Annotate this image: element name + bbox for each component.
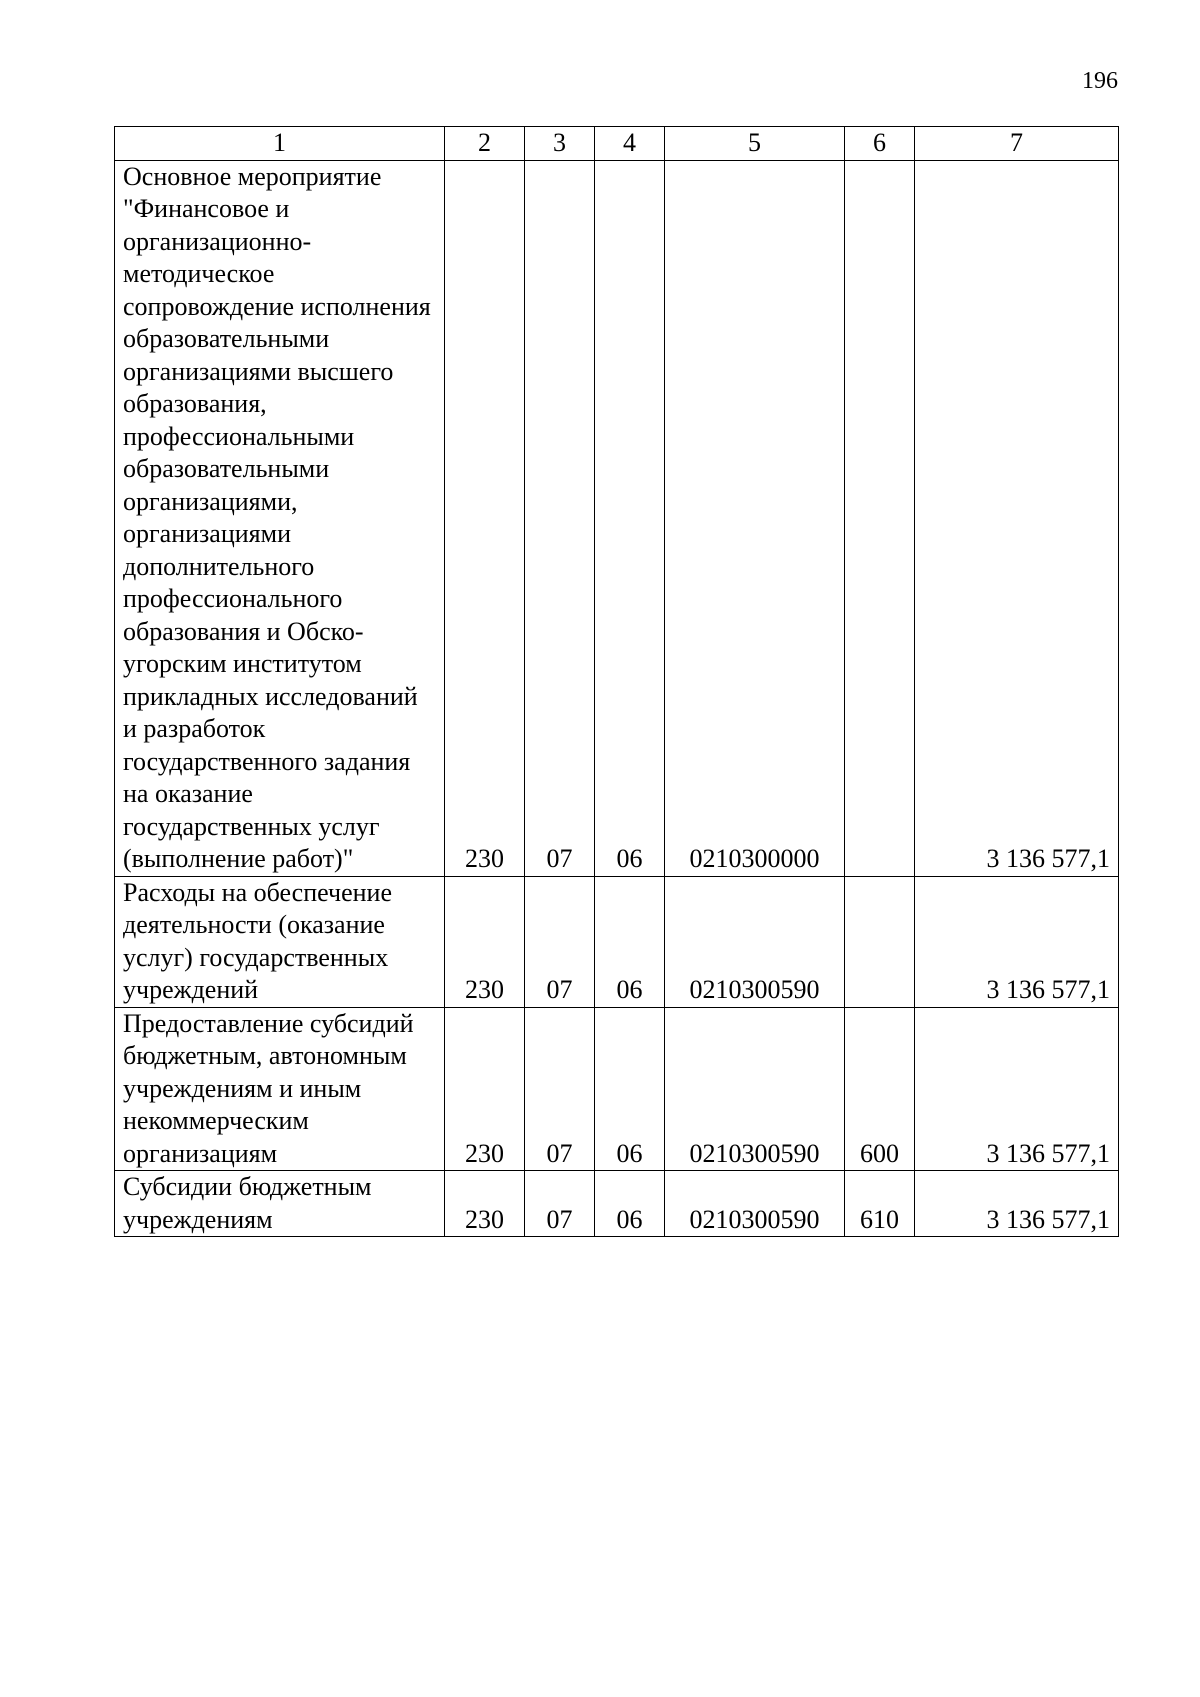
row-col-3: 07 <box>525 160 595 876</box>
row-col-6 <box>845 876 915 1007</box>
row-col-7: 3 136 577,1 <box>915 160 1119 876</box>
row-col-5: 0210300590 <box>665 876 845 1007</box>
table-row <box>115 876 1119 1007</box>
table-row <box>115 1007 1119 1171</box>
row-col-4: 06 <box>595 876 665 1007</box>
row-col-3: 07 <box>525 1171 595 1237</box>
column-header-4: 4 <box>595 127 665 161</box>
row-col-7: 3 136 577,1 <box>915 1007 1119 1171</box>
row-col-7: 3 136 577,1 <box>915 876 1119 1007</box>
column-header-5: 5 <box>665 127 845 161</box>
row-col-5: 0210300590 <box>665 1007 845 1171</box>
column-header-1: 1 <box>115 127 445 161</box>
row-name: Основное мероприятие "Финансовое и организационно-методическое сопровождение исполнения образовательными организациями высшего образования, профессиональными образовательными организациями, организациями дополнительного профессионального образования и Обско-угорским институтом прикладных исследований и разработок государственного задания на оказание государственных услуг (выполнение работ)" <box>115 160 445 876</box>
row-name: Субсидии бюджетным учреждениям <box>115 1171 445 1237</box>
row-col-4: 06 <box>595 1007 665 1171</box>
row-col-6 <box>845 160 915 876</box>
row-col-2: 230 <box>445 1007 525 1171</box>
row-col-3: 07 <box>525 1007 595 1171</box>
row-name: Предоставление субсидий бюджетным, автономным учреждениям и иным некоммерческим организациям <box>115 1007 445 1171</box>
row-col-4: 06 <box>595 1171 665 1237</box>
row-name: Расходы на обеспечение деятельности (оказание услуг) государственных учреждений <box>115 876 445 1007</box>
row-col-6: 600 <box>845 1007 915 1171</box>
row-col-4: 06 <box>595 160 665 876</box>
row-col-7: 3 136 577,1 <box>915 1171 1119 1237</box>
column-header-7: 7 <box>915 127 1119 161</box>
row-col-5: 0210300590 <box>665 1171 845 1237</box>
column-header-6: 6 <box>845 127 915 161</box>
budget-table <box>114 126 1119 1237</box>
row-col-6: 610 <box>845 1171 915 1237</box>
column-header-2: 2 <box>445 127 525 161</box>
row-col-5: 0210300000 <box>665 160 845 876</box>
row-col-2: 230 <box>445 1171 525 1237</box>
row-col-2: 230 <box>445 160 525 876</box>
table-header-row <box>115 127 1119 161</box>
column-header-3: 3 <box>525 127 595 161</box>
row-col-2: 230 <box>445 876 525 1007</box>
page-number: 196 <box>1082 68 1118 94</box>
table-row <box>115 1171 1119 1237</box>
row-col-3: 07 <box>525 876 595 1007</box>
table-row <box>115 160 1119 876</box>
